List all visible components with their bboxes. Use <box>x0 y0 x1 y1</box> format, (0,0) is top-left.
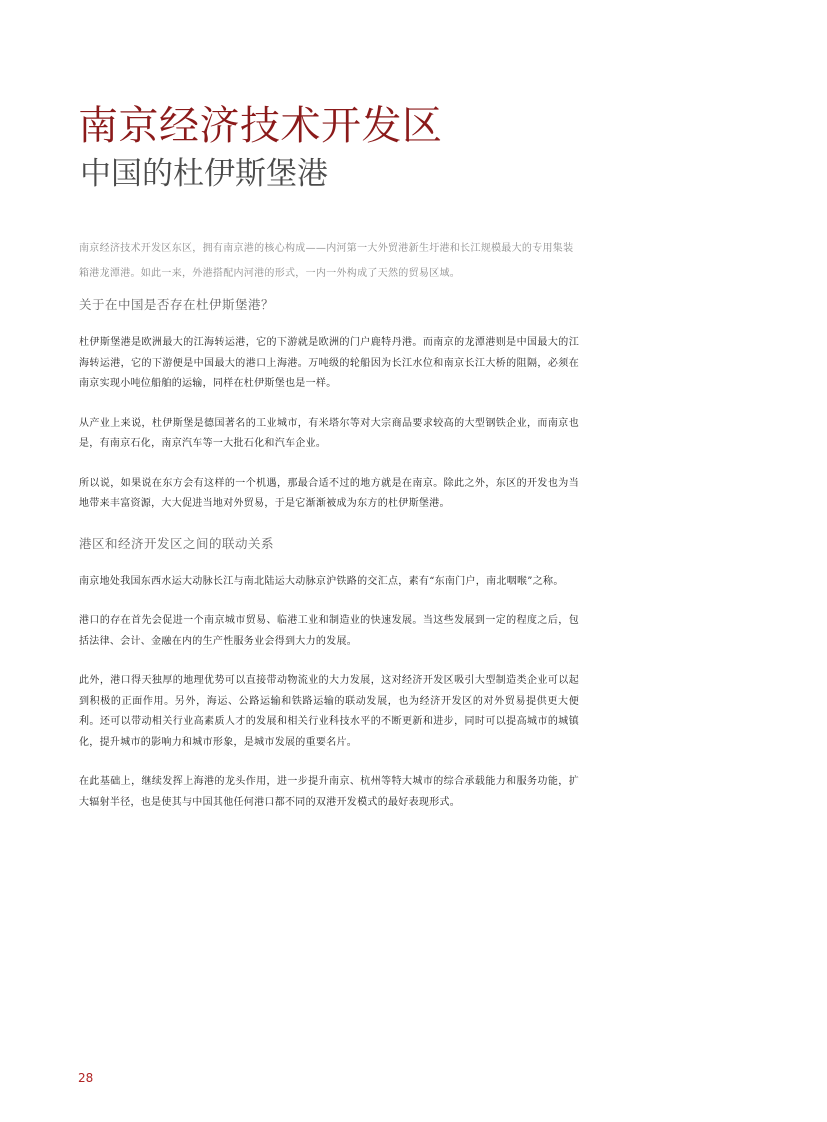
body-paragraph: 杜伊斯堡港是欧洲最大的江海转运港，它的下游就是欧洲的门户鹿特丹港。而南京的龙潭港则是中国最大的江海转运港，它的下游便是中国最大的港口上海港。万吨级的轮船因为长江水位和南京长江大桥的阻隔，必须在南京实现小吨位船舶的运输，同样在杜伊斯堡也是一样。 <box>79 337 579 389</box>
body-paragraph: 南京地处我国东西水运大动脉长江与南北陆运大动脉京沪铁路的交汇点，素有“东南门户，南北咽喉”之称。 <box>79 575 564 587</box>
page-number: 28 <box>78 1071 94 1085</box>
page-title: 南京经济技术开发区 <box>78 103 443 149</box>
section-heading-port-linkage: 港区和经济开发区之间的联动关系 <box>79 535 275 551</box>
body-paragraph: 在此基础上，继续发挥上海港的龙头作用，进一步提升南京、杭州等特大城市的综合承载能力和服务功能，扩大辐射半径，也是使其与中国其他任何港口都不同的双港开发模式的最好表现形式。 <box>79 776 579 808</box>
body-paragraph: 从产业上来说，杜伊斯堡是德国著名的工业城市，有米塔尔等对大宗商品要求较高的大型钢铁企业，而南京也是，有南京石化，南京汽车等一大批石化和汽车企业。 <box>79 417 579 449</box>
body-paragraph: 所以说，如果说在东方会有这样的一个机遇，那最合适不过的地方就是在南京。除此之外，东区的开发也为当地带来丰富资源，大大促进当地对外贸易，于是它渐渐被成为东方的杜伊斯堡港。 <box>79 477 579 509</box>
intro-paragraph: 南京经济技术开发区东区，拥有南京港的核心构成——内河第一大外贸港新生圩港和长江规模最大的专用集装箱港龙潭港。如此一来，外港搭配内河港的形式，一内一外构成了天然的贸易区域。 <box>79 243 574 279</box>
body-paragraph: 港口的存在首先会促进一个南京城市贸易、临港工业和制造业的快速发展。当这些发展到一定的程度之后，包括法律、会计、金融在内的生产性服务业会得到大力的发展。 <box>79 615 579 647</box>
article-body <box>79 236 579 832</box>
page-subtitle: 中国的杜伊斯堡港 <box>80 156 328 192</box>
section-heading-duisburg: 关于在中国是否存在杜伊斯堡港？ <box>79 297 275 312</box>
body-paragraph: 此外，港口得天独厚的地理优势可以直接带动物流业的大力发展，这对经济开发区吸引大型制造类企业可以起到积极的正面作用。另外，海运、公路运输和铁路运输的联动发展，也为经济开发区的对外贸易提供更大便利。还可以带动相关行业高素质人才的发展和相关行业科技水平的不断更新和进步，同时可以提高城市的城镇化，提升城市的影响力和城市形象，是城市发展的重要名片。 <box>79 675 579 748</box>
